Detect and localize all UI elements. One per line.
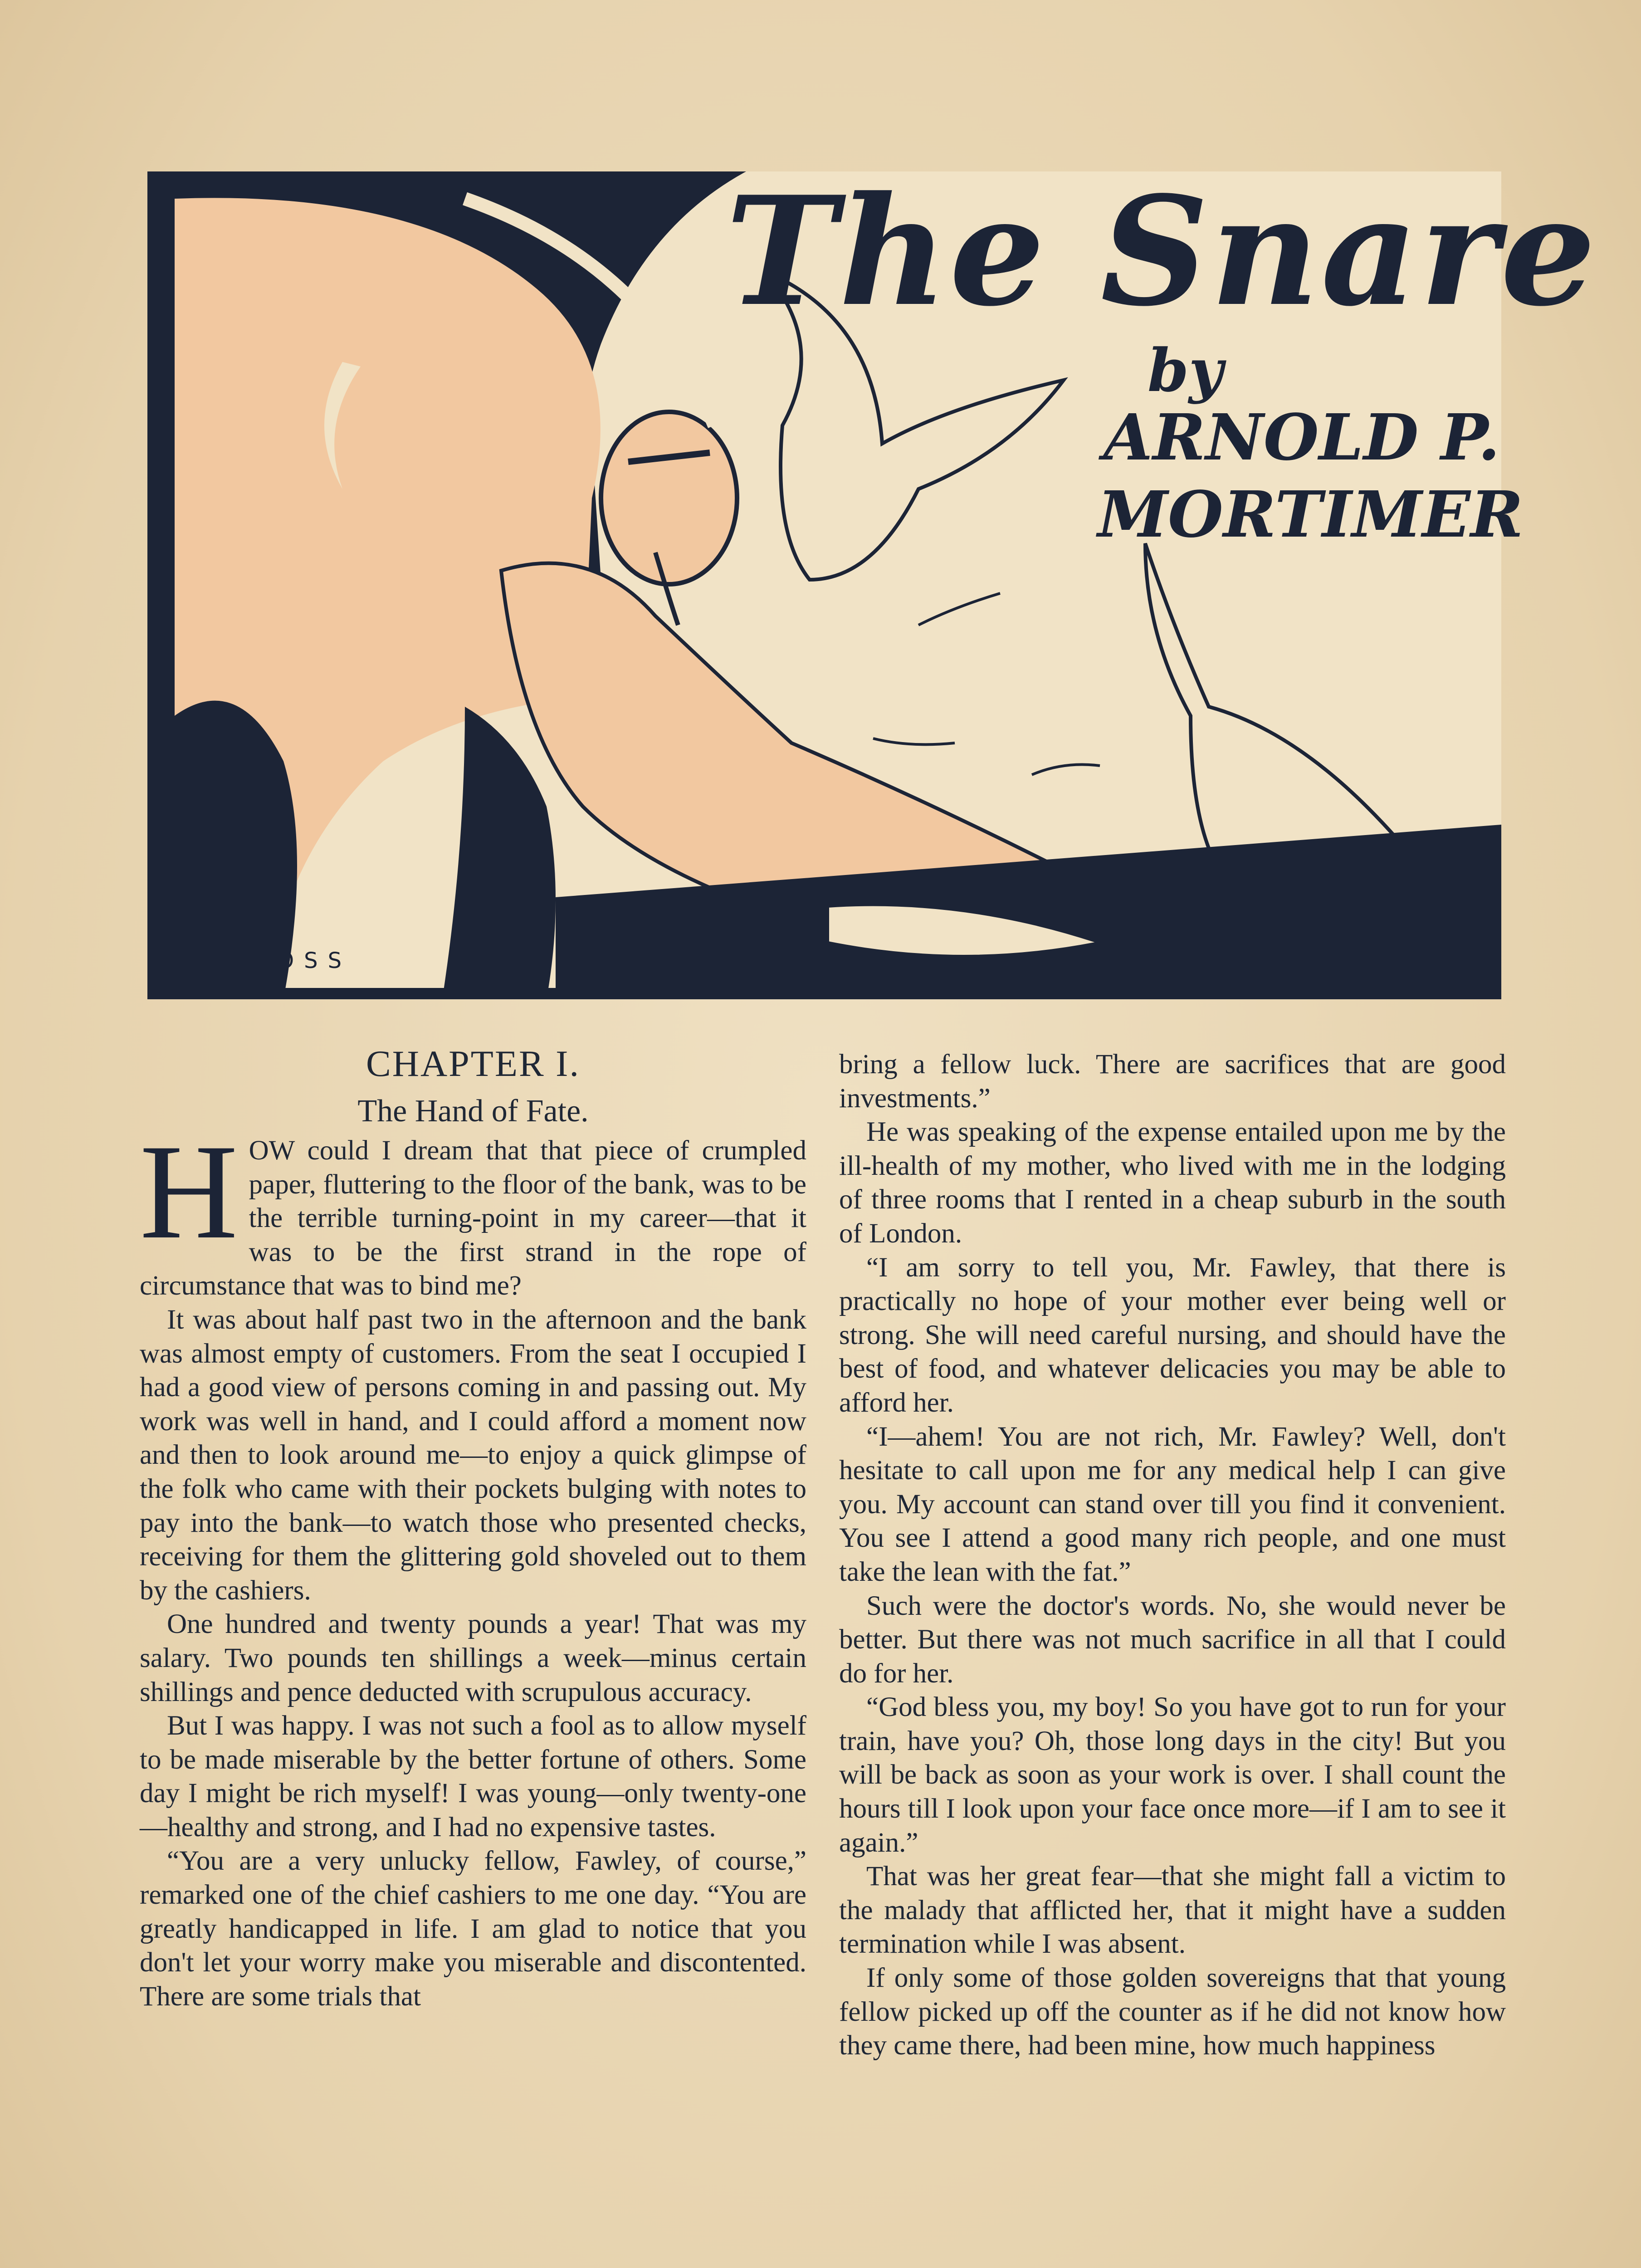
paragraph: Such were the doctor's words. No, she would never be better. But there was not much sacrifice in all that I could do for her. — [839, 1590, 1506, 1689]
paragraph: “God bless you, my boy! So you have got to run for your train, have you? Oh, those long days in the city! But you will be back as soon as your work is over. I shall count the hours till I look upon your face once more—if I am to see it again.” — [839, 1692, 1506, 1858]
author-line-1: ARNOLD P. — [1103, 401, 1500, 475]
paragraph: HOW could I dream that that piece of crumpled paper, fluttering to the floor of the bank, was to be the terrible turning-point in my career—that it was to be the first strand in the rope of circumstance that was to bind me? — [140, 1116, 806, 1301]
paragraph: He was speaking of the expense entailed upon me by the ill-health of my mother, who lived with me in the lodging of three rooms that I rented in a cheap suburb in the south of London. — [839, 1117, 1506, 1249]
paragraph: That was her great fear—that she might fall a victim to the malady that afflicted her, that it might have a sudden termination while I was absent. — [839, 1861, 1506, 1960]
byline-by: by — [1148, 336, 1223, 405]
paragraph: One hundred and twenty pounds a year! That was my salary. Two pounds ten shillings a week—minus certain shillings and pence deducted with scrupulous accuracy. — [140, 1609, 806, 1707]
paragraph: If only some of those golden sovereigns that that young fellow picked up off the counter as if he did not know how they came there, had been mine, how much happiness — [839, 1963, 1506, 2061]
paragraph: It was about half past two in the afternoon and the bank was almost empty of customers. From the seat I occupied I had a good view of persons coming in and passing out. My work was well in hand, and I could afford a moment now and then to look around me—to enjoy a quick glimpse of the folk who came with their pockets bulging with notes to pay into the bank—to watch those who presented checks, receiving for them the glittering gold shoveled out to them by the cashiers. — [140, 1304, 806, 1606]
artist-signature: ROSS — [252, 948, 352, 973]
text-column-right — [839, 1048, 1506, 2268]
story-title: The Snare — [726, 163, 1598, 339]
drop-cap: H — [140, 1116, 238, 1267]
paragraph: bring a fellow luck. There are sacrifices that are good investments.” — [839, 1049, 1506, 1114]
paragraph: “I—ahem! You are not rich, Mr. Fawley? Well, don't hesitate to call upon me for any medical help I can give you. My account can stand over till you find it convenient. You see I attend a good many rich people, and one must take the lean with the fat.” — [839, 1421, 1506, 1587]
paragraph: “I am sorry to tell you, Mr. Fawley, that there is practically no hope of your mother ever being well or strong. She will need careful nursing, and should have the best of food, and whatever delicacies you may be able to afford her. — [839, 1252, 1506, 1418]
author-line-2: MORTIMER — [1098, 478, 1524, 552]
author-name — [1098, 399, 1524, 553]
text-column-left — [140, 1039, 806, 2268]
chapter-heading: CHAPTER I. — [366, 1043, 580, 1084]
paragraph: “You are a very unlucky fellow, Fawley, of course,” remarked one of the chief cashiers to me one day. “You are greatly handicapped in life. I am glad to notice that you don't let your worry make you miserable and discontented. There are some trials that — [140, 1846, 806, 2012]
chapter-subtitle: The Hand of Fate. — [357, 1094, 589, 1129]
paragraph: But I was happy. I was not such a fool as to allow myself to be made miserable by the better fortune of others. Some day I might be rich myself! I was young—only twenty-one—healthy and strong, and I had no expensive tastes. — [140, 1711, 806, 1843]
